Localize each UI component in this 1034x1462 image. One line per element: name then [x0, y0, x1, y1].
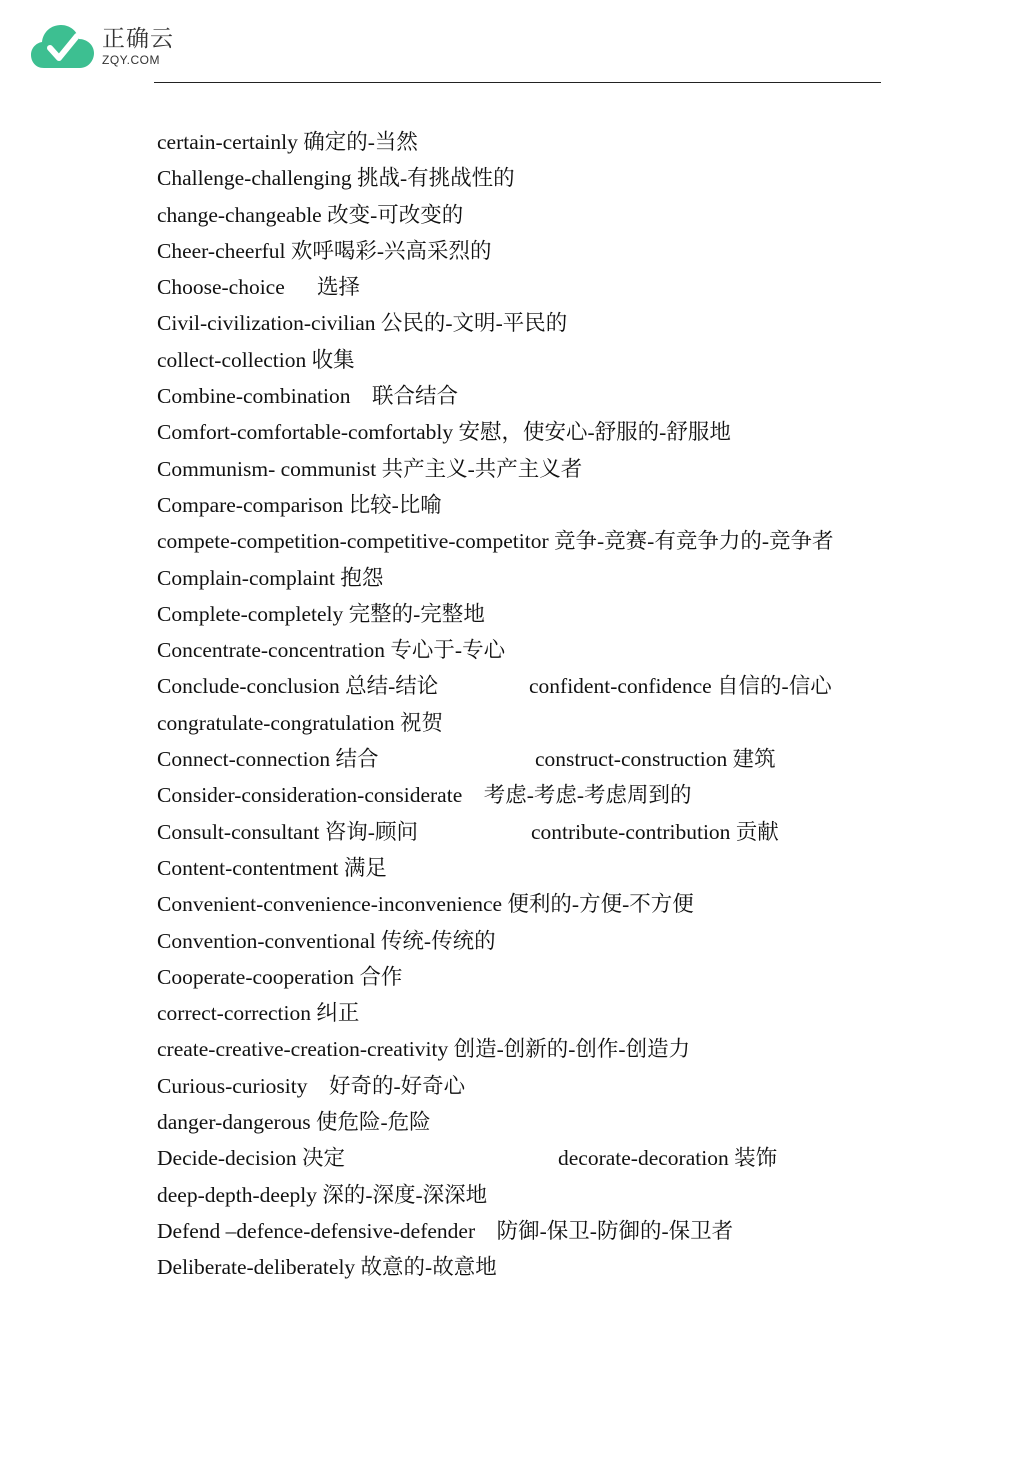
vocab-entry [157, 269, 882, 305]
vocab-text: Defend –defence-defensive-defender 防御-保卫-防御的-保卫者 [157, 1218, 734, 1243]
vocab-text: Deliberate-deliberately 故意的-故意地 [157, 1255, 497, 1280]
vocab-text: danger-dangerous 使危险-危险 [157, 1110, 431, 1135]
vocab-entry [157, 1213, 882, 1249]
vocab-entry [157, 560, 882, 596]
vocab-entry [157, 850, 882, 886]
vocab-entry [157, 523, 882, 559]
vocab-text: Cheer-cheerful 欢呼喝彩-兴高采烈的 [157, 238, 492, 263]
vocab-text: Concentrate-concentration 专心于-专心 [157, 638, 506, 663]
header-divider [154, 82, 881, 83]
vocab-text: Convention-conventional 传统-传统的 [157, 928, 496, 953]
vocab-entry [157, 1031, 882, 1067]
vocab-text: Compare-comparison 比较-比喻 [157, 492, 442, 517]
vocab-entry [157, 1140, 882, 1176]
vocab-text: collect-collection 收集 [157, 347, 355, 372]
vocab-text: create-creative-creation-creativity 创造-创新的-创作-创造力 [157, 1037, 691, 1062]
vocab-entry [157, 705, 882, 741]
vocab-entry [157, 959, 882, 995]
brand-logo-text [102, 28, 174, 66]
vocab-text: compete-competition-competitive-competitor 竞争-竞赛-有竞争力的-竞争者 [157, 529, 834, 554]
vocab-entry [157, 632, 882, 668]
vocab-entry [157, 487, 882, 523]
vocab-text: Combine-combination 联合结合 [157, 384, 458, 409]
vocab-entry [157, 814, 882, 850]
vocab-entry [157, 741, 882, 777]
brand-domain: ZQY.COM [102, 53, 160, 67]
vocab-text: Consider-consideration-considerate 考虑-考虑-考虑周到的 [157, 783, 692, 808]
vocab-text: Consult-consultant 咨询-顾问 [157, 819, 418, 844]
vocab-entry [157, 378, 882, 414]
vocab-text-secondary: confident-confidence 自信的-信心 [529, 674, 832, 699]
vocab-text: Decide-decision 决定 [157, 1146, 346, 1171]
vocab-entry [157, 923, 882, 959]
vocabulary-list [157, 124, 882, 1286]
vocab-entry [157, 668, 882, 704]
vocab-text: certain-certainly 确定的-当然 [157, 130, 418, 154]
vocab-entry [157, 1249, 882, 1285]
vocab-text: correct-correction 纠正 [157, 1001, 360, 1026]
vocab-entry [157, 777, 882, 813]
vocab-text: Civil-civilization-civilian 公民的-文明-平民的 [157, 311, 568, 336]
vocab-text: deep-depth-deeply 深的-深度-深深地 [157, 1182, 488, 1207]
vocab-text: Content-contentment 满足 [157, 855, 387, 880]
vocab-entry [157, 886, 882, 922]
vocab-text: Choose-choice 选择 [157, 275, 361, 300]
vocab-entry [157, 124, 882, 160]
vocab-entry [157, 596, 882, 632]
vocab-text: Conclude-conclusion 总结-结论 [157, 674, 439, 699]
vocab-text: Complete-completely 完整的-完整地 [157, 601, 485, 626]
vocab-text: congratulate-congratulation 祝贺 [157, 710, 443, 735]
site-header [30, 22, 174, 72]
cloud-check-icon [30, 22, 96, 72]
vocab-text: Connect-connection 结合 [157, 747, 379, 772]
vocab-entry [157, 414, 882, 450]
vocab-entry [157, 342, 882, 378]
vocab-text: Convenient-convenience-inconvenience 便利的-方便-不方便 [157, 892, 694, 917]
vocab-entry [157, 451, 882, 487]
vocab-text-secondary: decorate-decoration 装饰 [558, 1146, 778, 1171]
vocab-text: change-changeable 改变-可改变的 [157, 202, 464, 227]
vocab-entry [157, 995, 882, 1031]
vocab-entry [157, 1104, 882, 1140]
vocab-entry [157, 160, 882, 196]
vocab-entry [157, 197, 882, 233]
vocab-text-secondary: construct-construction 建筑 [535, 747, 776, 772]
vocab-entry [157, 305, 882, 341]
vocab-text: Complain-complaint 抱怨 [157, 565, 384, 590]
vocab-text: Cooperate-cooperation 合作 [157, 964, 403, 989]
vocab-text-secondary: contribute-contribution 贡献 [531, 819, 779, 844]
vocab-text: Challenge-challenging 挑战-有挑战性的 [157, 166, 515, 191]
vocab-text: Curious-curiosity 好奇的-好奇心 [157, 1073, 466, 1098]
vocab-text: Communism- communist 共产主义-共产主义者 [157, 456, 583, 481]
brand-name-cn: 正确云 [102, 26, 174, 52]
vocab-entry [157, 233, 882, 269]
vocab-entry [157, 1177, 882, 1213]
vocab-text: Comfort-comfortable-comfortably 安慰，使安心-舒服的-舒服地 [157, 420, 731, 445]
vocab-entry [157, 1068, 882, 1104]
